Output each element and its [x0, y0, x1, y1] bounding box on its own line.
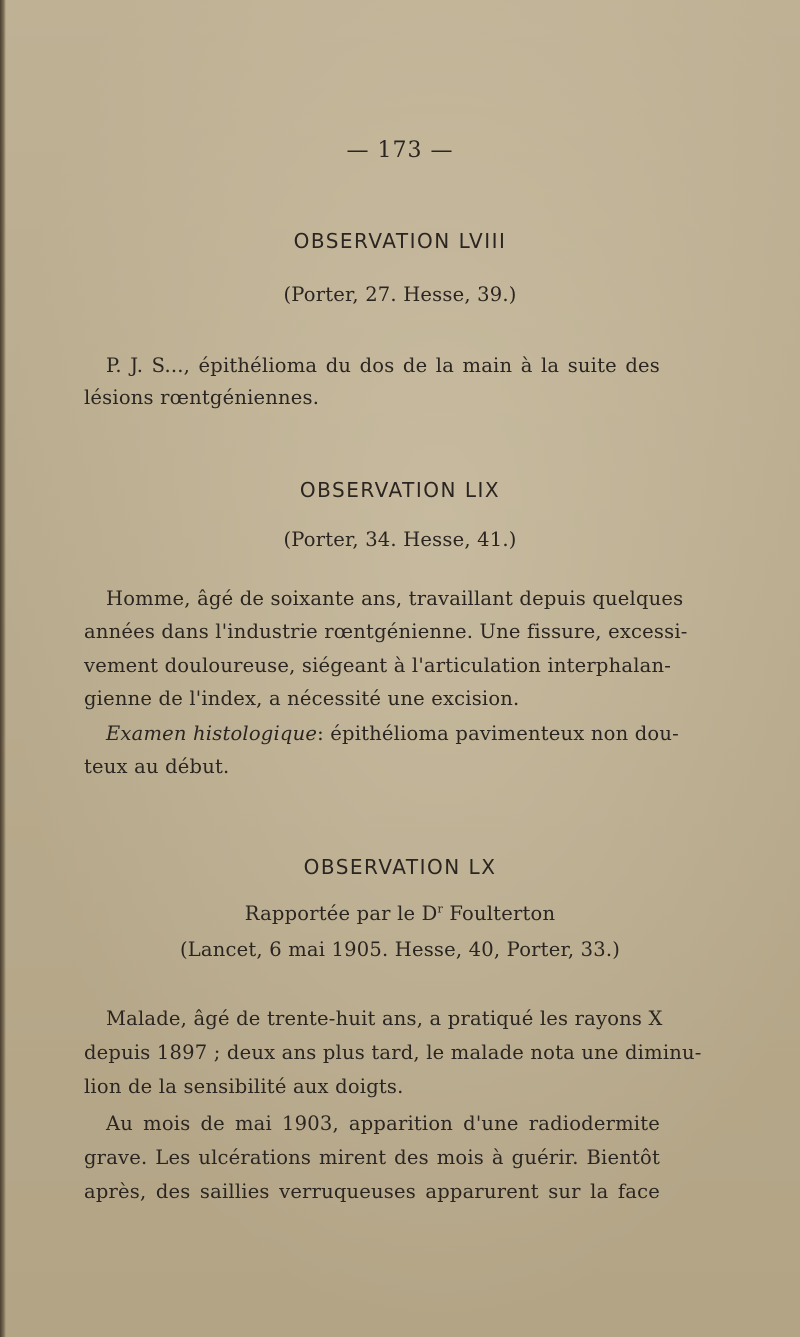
reported-sup: r [437, 902, 443, 916]
binding-edge [0, 0, 6, 1337]
observation-reference: (Porter, 34. Hesse, 41.) [283, 528, 517, 551]
paragraph-line: P. J. S..., épithélioma du dos de la main à la suite des [106, 354, 660, 377]
paragraph-line: Homme, âgé de soixante ans, travaillant depuis quelques [106, 587, 684, 610]
paragraph-line: gienne de l'index, a nécessité une excision. [84, 687, 520, 710]
page-number: — 173 — [346, 138, 454, 163]
exam-text: : épithélioma pavimenteux non dou- [317, 722, 679, 745]
paragraph-line: Malade, âgé de trente-huit ans, a pratiqué les rayons X [106, 1007, 663, 1030]
exam-label: Examen histologique [106, 722, 318, 745]
paragraph-line: lion de la sensibilité aux doigts. [84, 1075, 404, 1098]
paragraph-line: vement douloureuse, siégeant à l'articulation interphalan- [84, 654, 672, 677]
reported-by [0, 902, 800, 925]
paragraph-line: années dans l'industrie rœntgénienne. Une fissure, excessi- [84, 620, 688, 643]
paragraph-line: après, des saillies verruqueuses apparurent sur la face [84, 1180, 660, 1203]
observation-heading: OBSERVATION LIX [299, 478, 501, 502]
reported-prefix: Rapportée par le D [244, 902, 438, 925]
observation-heading: OBSERVATION LX [303, 855, 497, 879]
paragraph-line: depuis 1897 ; deux ans plus tard, le malade nota une diminu- [84, 1041, 702, 1064]
exam-line [106, 722, 679, 745]
reported-name: Foulterton [442, 902, 556, 925]
paragraph-line: teux au début. [84, 755, 230, 778]
paragraph-line: Au mois de mai 1903, apparition d'une radiodermite [106, 1112, 660, 1135]
paragraph-line: grave. Les ulcérations mirent des mois à guérir. Bientôt [84, 1146, 660, 1169]
observation-heading: OBSERVATION LVIII [293, 229, 507, 253]
paragraph-line: lésions rœntgéniennes. [84, 386, 320, 409]
observation-reference: (Porter, 27. Hesse, 39.) [283, 283, 517, 306]
observation-reference: (Lancet, 6 mai 1905. Hesse, 40, Porter, 33.) [179, 938, 621, 961]
